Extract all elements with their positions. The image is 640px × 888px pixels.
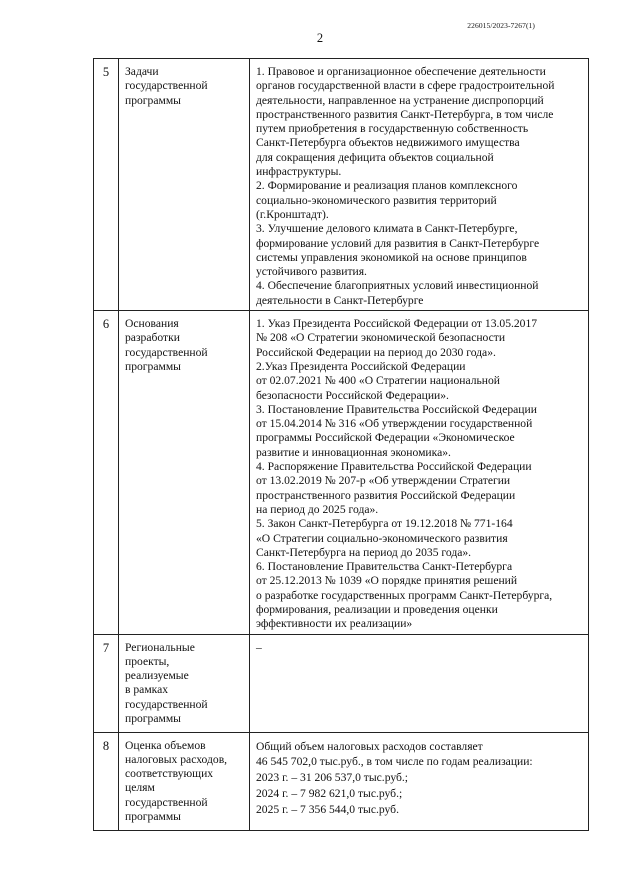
content-line: на период до 2025 года». (256, 502, 379, 516)
table-row-6 (94, 311, 589, 635)
row-title-line: проекты, (125, 654, 170, 668)
program-passport-table (93, 58, 589, 831)
content-line: от 13.02.2019 № 207-р «Об утверждении Стратегии (256, 474, 511, 488)
content-line: безопасности Российской Федерации». (256, 388, 449, 402)
content-line: 2. Формирование и реализация планов комплексного (256, 179, 518, 193)
content-line: 5. Закон Санкт-Петербурга от 19.12.2018 № 771-164 (256, 517, 513, 531)
row-title-line: в рамках (125, 683, 169, 697)
document-id: 226015/2023-7267(1) (467, 21, 535, 30)
row-title-line: Региональные (125, 640, 195, 654)
content-line: Санкт-Петербурга на период до 2035 года». (256, 545, 472, 559)
row-content (250, 732, 589, 830)
content-line: путем приобретения в государственную собственность (256, 122, 529, 136)
content-line: Российской Федерации на период до 2030 года». (256, 345, 496, 359)
content-line: для сокращения дефицита объектов социальной (256, 150, 494, 164)
content-line: № 208 «О Стратегии экономической безопасности (256, 331, 506, 345)
row-title-line: программы (125, 93, 181, 107)
row-content (250, 634, 589, 732)
row-title-line: программы (125, 359, 181, 373)
content-line: 46 545 702,0 тыс.руб., в том числе по годам реализации: (256, 755, 533, 769)
content-line: (г.Кронштадт). (256, 207, 329, 221)
content-line: от 25.12.2013 № 1039 «О порядке принятия решений (256, 574, 518, 588)
row-title-line: налоговых расходов, (125, 752, 228, 766)
row-title-line: государственной (125, 795, 208, 809)
content-line: 6. Постановление Правительства Санкт-Петербурга (256, 560, 513, 574)
row-number: 5 (94, 59, 119, 311)
row-title-line: государственной (125, 345, 208, 359)
row-title-line: государственной (125, 697, 208, 711)
content-line: устойчивого развития. (256, 265, 367, 279)
content-line: 2025 г. – 7 356 544,0 тыс.руб. (256, 802, 399, 816)
content-line: пространственного развития Санкт-Петербурга, в том числе (256, 107, 554, 121)
content-line: 4. Распоряжение Правительства Российской Федерации (256, 460, 532, 474)
row-title-line: разработки (125, 331, 180, 345)
content-line: 2023 г. – 31 206 537,0 тыс.руб.; (256, 771, 408, 785)
content-line: органов государственной власти в сфере градостроительной (256, 79, 555, 93)
page-number: 2 (316, 31, 324, 45)
row-title (119, 59, 250, 311)
content-line: 1. Указ Президента Российской Федерации от 13.05.2017 (256, 317, 538, 331)
row-title (119, 732, 250, 830)
content-line: развитие и инновационная экономика». (256, 445, 451, 459)
table-row-7 (94, 634, 589, 732)
row-title-line: программы (125, 810, 181, 824)
content-line: от 15.04.2014 № 316 «Об утверждении государственной (256, 417, 533, 431)
row-number: 6 (94, 311, 119, 635)
content-line: деятельности в Санкт-Петербурге (256, 293, 424, 307)
row-title-line: соответствующих (125, 767, 214, 781)
content-line: 2.Указ Президента Российской Федерации (256, 359, 466, 373)
content-line: Санкт-Петербурга объектов недвижимого имущества (256, 136, 520, 150)
table-row-5 (94, 59, 589, 311)
content-line: 2024 г. – 7 982 621,0 тыс.руб.; (256, 786, 403, 800)
content-dash: – (256, 640, 262, 654)
content-line: пространственного развития Российской Федерации (256, 488, 516, 502)
content-line: инфраструктуры. (256, 165, 342, 179)
row-title (119, 311, 250, 635)
row-title-line: реализуемые (125, 669, 189, 683)
content-line: формирования, реализации и проведения оценки (256, 602, 498, 616)
row-title-line: Основания (125, 317, 179, 331)
content-line: программы Российской Федерации «Экономическое (256, 431, 515, 445)
content-line: эффективности их реализации» (256, 617, 413, 631)
row-title-line: Задачи (125, 65, 159, 78)
content-line: Общий объем налоговых расходов составляет (256, 739, 483, 753)
content-line: системы управления экономикой на основе принципов (256, 250, 527, 264)
row-title-line: программы (125, 712, 181, 726)
row-title-line: целям (125, 781, 155, 795)
row-title-line: государственной (125, 79, 208, 93)
content-line: 4. Обеспечение благоприятных условий инвестиционной (256, 279, 539, 293)
table-row-8 (94, 732, 589, 830)
content-line: 3. Улучшение делового климата в Санкт-Петербурге, (256, 222, 518, 236)
content-line: 1. Правовое и организационное обеспечение деятельности (256, 65, 546, 78)
content-line: деятельности, направленное на устранение диспропорций (256, 93, 544, 107)
content-line: от 02.07.2021 № 400 «О Стратегии национальной (256, 374, 500, 388)
content-line: о разработке государственных программ Санкт-Петербурга, (256, 588, 553, 602)
content-line: «О Стратегии социально-экономического развития (256, 531, 508, 545)
row-title-line: Оценка объемов (125, 738, 206, 752)
row-content (250, 59, 589, 311)
row-content (250, 311, 589, 635)
row-number: 7 (94, 634, 119, 732)
content-line: формирование условий для развития в Санкт-Петербурге (256, 236, 540, 250)
content-line: социально-экономического развития территорий (256, 193, 497, 207)
content-line: 3. Постановление Правительства Российской Федерации (256, 402, 537, 416)
row-title (119, 634, 250, 732)
row-number: 8 (94, 732, 119, 830)
